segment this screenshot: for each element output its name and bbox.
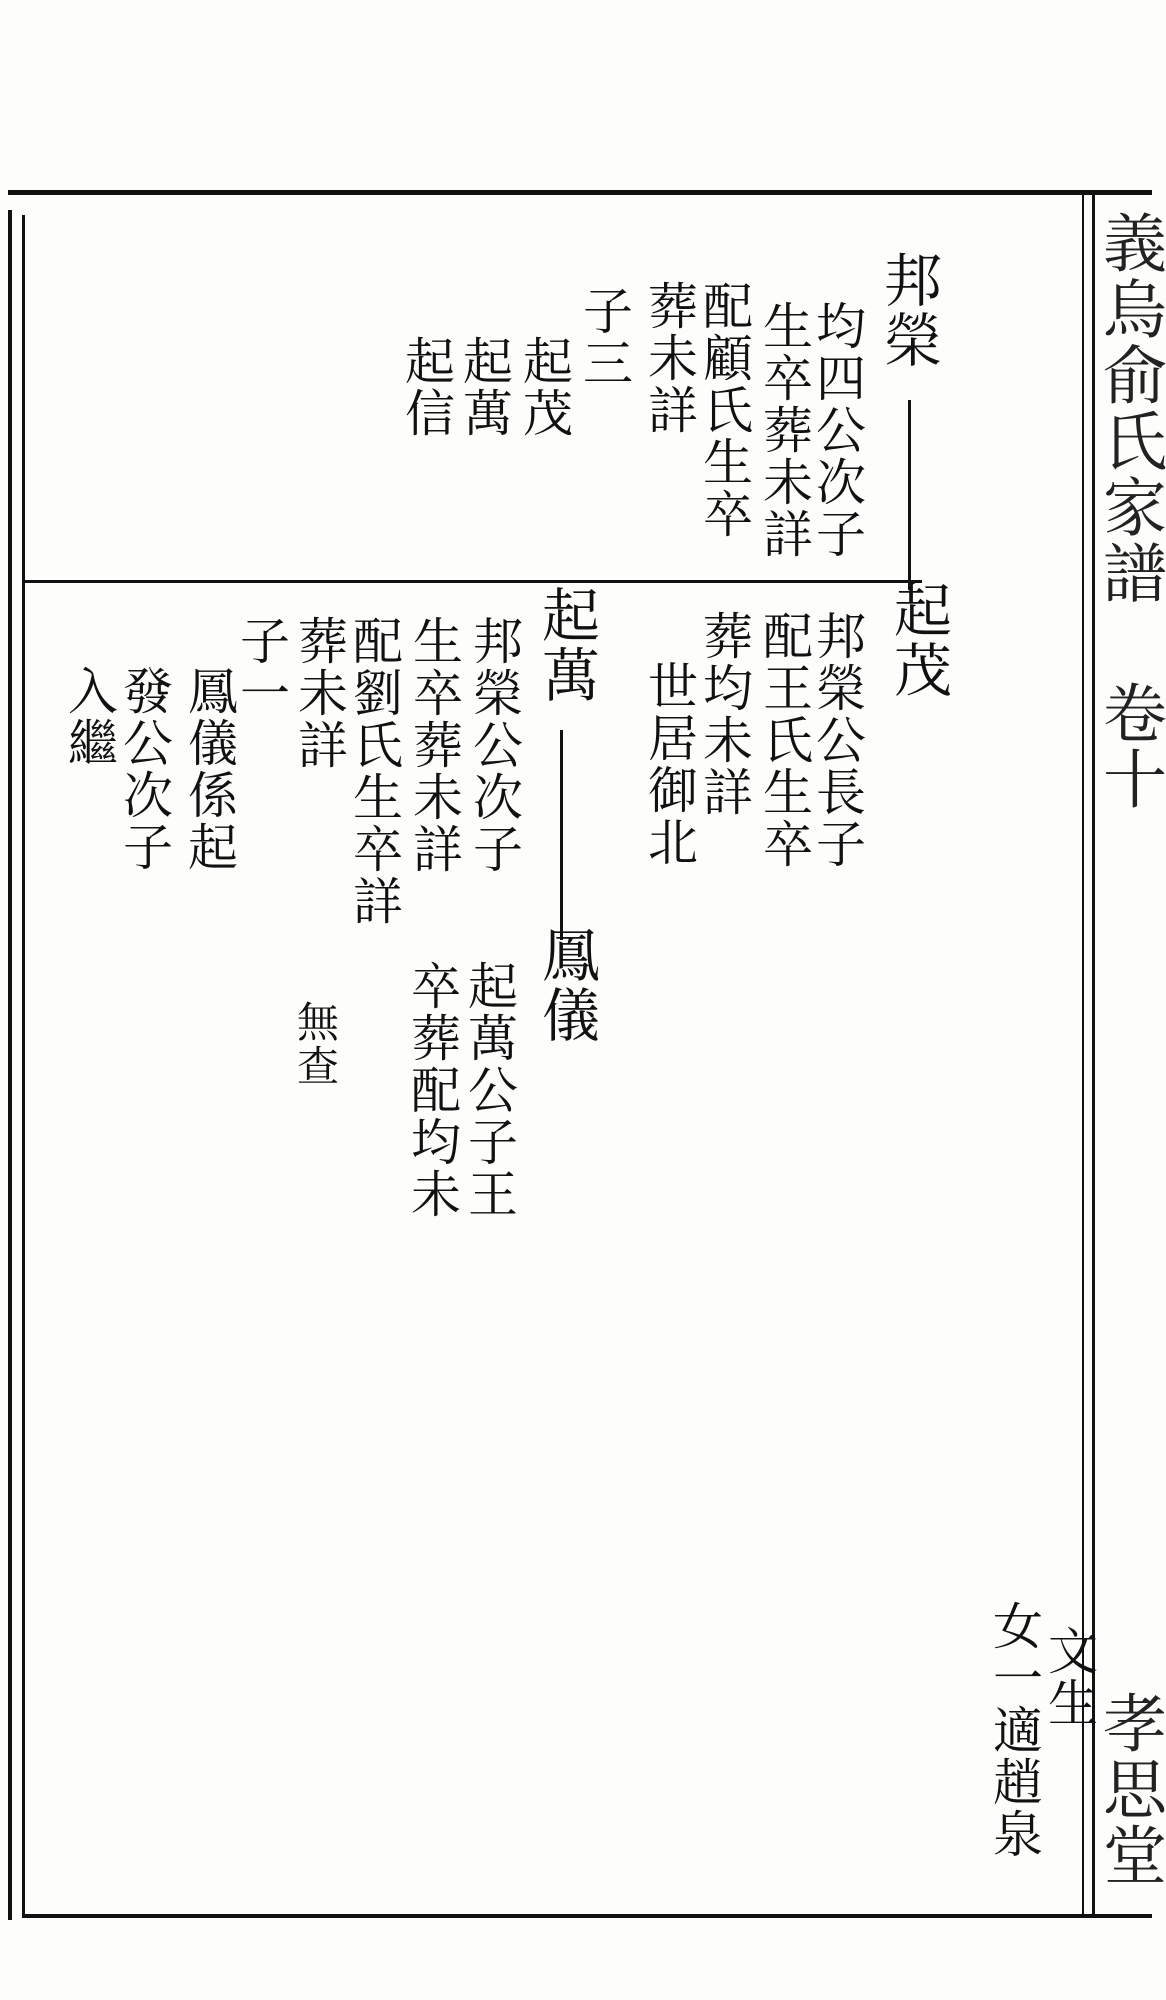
gen2b-note-1: 鳳儀係起	[180, 665, 238, 873]
gen1-bio-1: 均四公次子	[808, 300, 866, 560]
left-border-inner	[22, 215, 25, 1915]
gen3-bio-1: 起萬公子王	[460, 960, 518, 1220]
gen1-name: 邦榮	[874, 250, 942, 370]
gen2b-note-2: 發公次子	[115, 665, 173, 873]
bottom-border	[22, 1914, 1152, 1918]
gen1-son-2: 起萬	[455, 335, 513, 439]
gen2b-name: 起萬	[532, 585, 600, 705]
gen2b-bio-2: 生卒葬未詳	[405, 615, 463, 875]
gen2b-bio-4: 葬未詳	[290, 615, 348, 771]
gen2b-note-3: 入繼	[60, 665, 118, 769]
gen2a-name: 起茂	[884, 580, 952, 700]
volume-label: 卷十	[1092, 680, 1166, 812]
gen1-son-1: 起茂	[515, 335, 573, 439]
daughter-line: 女一適趙泉	[985, 1600, 1043, 1860]
gen1-bio-3: 配顧氏生卒	[695, 280, 753, 540]
gen1-connector	[908, 400, 911, 590]
gen1-bio-2: 生卒葬未詳	[755, 300, 813, 560]
book-title: 義烏俞氏家譜	[1092, 210, 1166, 606]
gen2b-bio-3: 配劉氏生卒詳	[345, 615, 403, 927]
top-border	[8, 190, 1152, 195]
hall-name: 孝思堂	[1092, 1690, 1166, 1888]
gen2b-bio-1: 邦榮公次子	[465, 615, 523, 875]
gen1-son-3: 起信	[397, 335, 455, 439]
gen2b-connector	[560, 730, 563, 940]
daughter-note: 文生	[1040, 1625, 1098, 1729]
gen2a-bio-4: 世居御北	[640, 660, 698, 868]
gen2a-bio-2: 配王氏生卒	[755, 610, 813, 870]
gen1-sons-label: 子三	[575, 285, 633, 389]
gen2b-sons-label: 子一	[232, 615, 290, 719]
gen2a-bio-1: 邦榮公長子	[808, 610, 866, 870]
left-border-outer	[8, 210, 12, 1920]
gen3-note: 無查	[291, 1000, 340, 1088]
gen3-name: 鳳儀	[532, 925, 600, 1045]
gen2a-bio-3: 葬均未詳	[695, 610, 753, 818]
gen1-bio-4: 葬未詳	[640, 280, 698, 436]
gen3-bio-2: 卒葬配均未	[403, 960, 461, 1220]
